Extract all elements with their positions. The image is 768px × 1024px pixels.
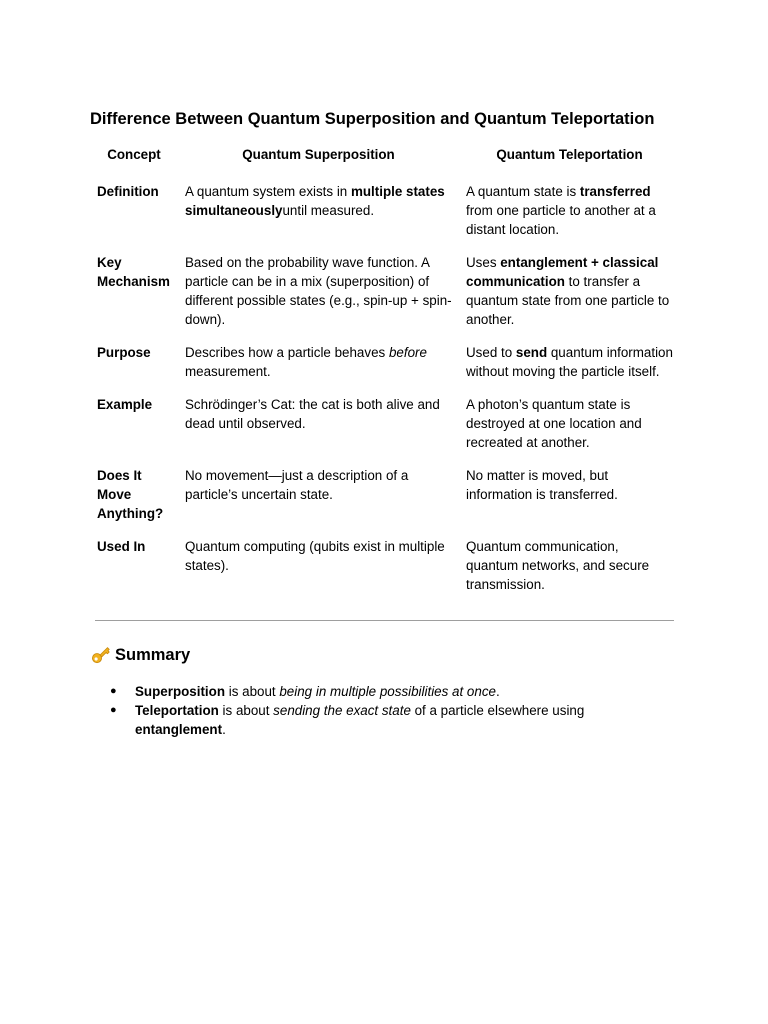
teleportation-cell: A photon’s quantum state is destroyed at one location and recreated at another.: [466, 397, 642, 450]
concept-cell: Key Mechanism: [97, 255, 170, 289]
superposition-cell: Based on the probability wave function. A particle can be in a mix (superposition) of different possible states (e.g., spin-up + spin-down).: [185, 255, 452, 327]
table-row: [90, 337, 680, 389]
teleportation-cell: Uses entanglement + classical communication to transfer a quantum state from one particle to another.: [466, 255, 670, 327]
table-header-row: [90, 139, 680, 176]
bullet-icon: ●: [110, 685, 117, 697]
superposition-cell: A quantum system exists in multiple states simultaneouslyuntil measured.: [185, 184, 445, 218]
superposition-cell: No movement—just a description of a particle’s uncertain state.: [185, 468, 409, 502]
concept-cell: Purpose: [97, 345, 151, 360]
table-body: [90, 176, 680, 602]
summary-heading: [90, 645, 190, 666]
concept-cell: Used In: [97, 539, 146, 554]
teleportation-cell: A quantum state is transferred from one particle to another at a distant location.: [466, 184, 656, 237]
header-teleportation: Quantum Teleportation: [496, 147, 643, 162]
table-row: [90, 247, 680, 337]
table-row: [90, 389, 680, 460]
list-item-text: Superposition is about being in multiple possibilities at once.: [135, 684, 500, 699]
teleportation-cell: Quantum communication, quantum networks, and secure transmission.: [466, 539, 650, 592]
superposition-cell: Quantum computing (qubits exist in multiple states).: [185, 539, 445, 573]
summary-list: [110, 682, 630, 739]
list-item: [110, 701, 630, 739]
list-item-text: Teleportation is about sending the exact state of a particle elsewhere using entanglement.: [135, 703, 585, 737]
teleportation-cell: Used to send quantum information without moving the particle itself.: [466, 345, 673, 379]
teleportation-cell: No matter is moved, but information is transferred.: [466, 468, 618, 502]
horizontal-divider: [95, 620, 674, 621]
concept-cell: Example: [97, 397, 153, 412]
header-concept: Concept: [107, 147, 161, 162]
summary-heading-label: Summary: [115, 646, 191, 664]
bullet-icon: ●: [110, 704, 117, 716]
table-row: [90, 460, 680, 531]
table-row: [90, 176, 680, 247]
page-title: Difference Between Quantum Superposition and Quantum Teleportation: [90, 110, 655, 128]
concept-cell: Does It Move Anything?: [97, 468, 164, 521]
superposition-cell: Schrödinger’s Cat: the cat is both alive and dead until observed.: [185, 397, 440, 431]
concept-cell: Definition: [97, 184, 159, 199]
table-row: [90, 531, 680, 602]
header-superposition: Quantum Superposition: [242, 147, 395, 162]
list-item: [110, 682, 630, 701]
superposition-cell: Describes how a particle behaves before measurement.: [185, 345, 427, 379]
key-icon: [90, 645, 111, 666]
comparison-table: [90, 139, 680, 602]
